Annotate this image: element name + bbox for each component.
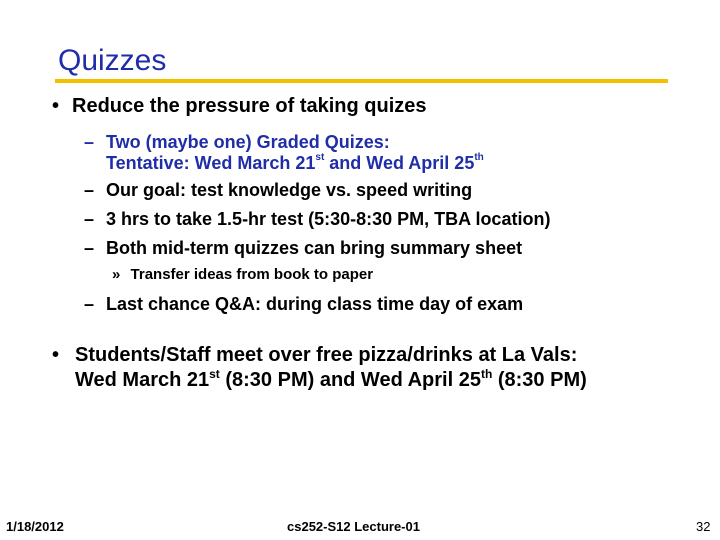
subsub-item-text: Transfer ideas from book to paper bbox=[130, 266, 374, 283]
subsub-marker: » bbox=[112, 266, 121, 283]
dash-marker: – bbox=[84, 180, 95, 200]
dash-marker: – bbox=[84, 209, 95, 229]
bullet-marker: • bbox=[52, 95, 60, 117]
sub-item-line2: Tentative: Wed March 21st and Wed April 25th bbox=[106, 152, 484, 173]
dash-marker: – bbox=[84, 238, 95, 258]
title-underline bbox=[55, 79, 668, 83]
bullet-2-line2: Wed March 21st (8:30 PM) and Wed April 25th (8:30 PM) bbox=[75, 367, 587, 391]
sub-item-line1: Two (maybe one) Graded Quizes: bbox=[106, 132, 390, 152]
sub-item-text: 3 hrs to take 1.5-hr test (5:30-8:30 PM, TBA location) bbox=[106, 209, 551, 229]
slide-title: Quizzes bbox=[58, 44, 167, 77]
sub-item-text: Both mid-term quizzes can bring summary sheet bbox=[106, 238, 523, 258]
bullet-marker: • bbox=[52, 344, 60, 366]
dash-marker: – bbox=[84, 132, 95, 152]
subsub-item-transfer bbox=[112, 266, 373, 283]
sub-item-text: Our goal: test knowledge vs. speed writing bbox=[106, 180, 473, 200]
footer-date: 1/18/2012 bbox=[6, 519, 64, 534]
footer-course: cs252-S12 Lecture-01 bbox=[287, 519, 420, 534]
bullet-2-line1: Students/Staff meet over free pizza/drinks at La Vals: bbox=[75, 344, 578, 366]
dash-marker: – bbox=[84, 294, 95, 314]
bullet-1-text: Reduce the pressure of taking quizes bbox=[72, 95, 427, 117]
footer-page-number: 32 bbox=[696, 519, 711, 534]
sub-item-text: Last chance Q&A: during class time day of exam bbox=[106, 294, 524, 314]
